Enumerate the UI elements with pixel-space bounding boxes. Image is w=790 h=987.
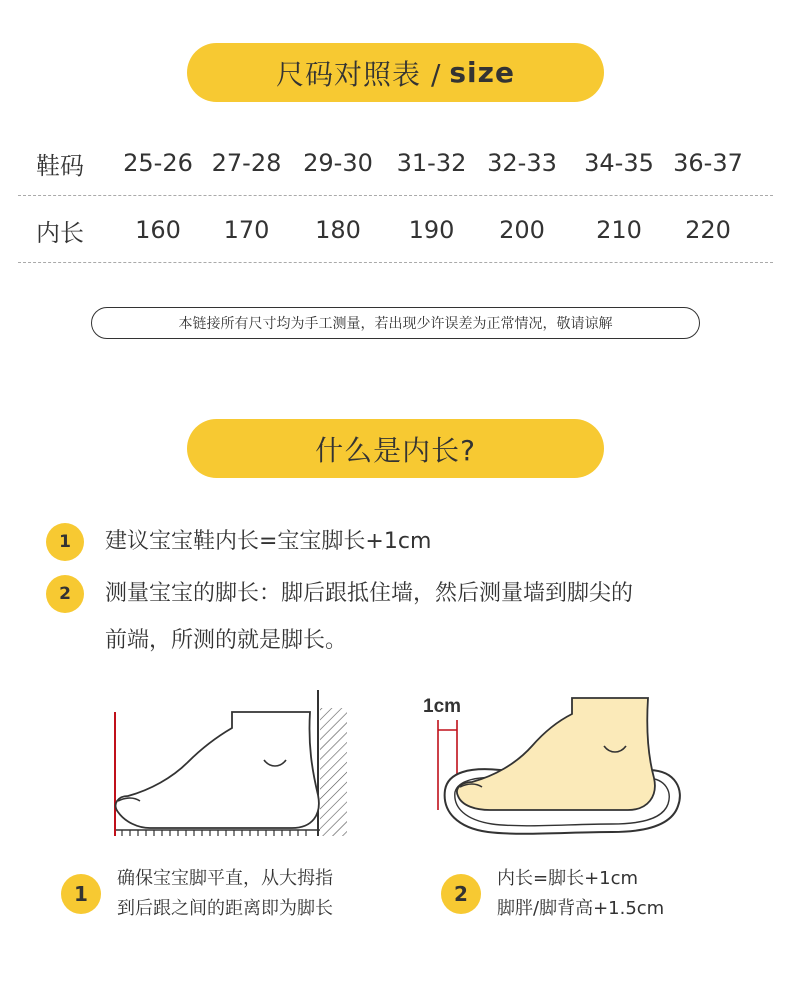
- table-cell: 200: [499, 216, 545, 244]
- table-cell: 25-26: [123, 149, 193, 177]
- caption-2-line-2: 脚胖/脚背高+1.5cm: [497, 898, 665, 919]
- caption-text: [497, 864, 664, 924]
- table-cell: 210: [596, 216, 642, 244]
- inner-length-label: 内长: [36, 218, 84, 247]
- foot-shape: [457, 698, 655, 810]
- table-cell: 27-28: [211, 149, 282, 177]
- caption-2-line-1: 内长=脚长+1cm: [497, 868, 639, 889]
- table-cell: 36-37: [673, 149, 743, 177]
- step-2-line-1: 测量宝宝的脚长：脚后跟抵住墙，然后测量墙到脚尖的: [105, 581, 634, 606]
- step-number-badge: 1: [46, 523, 84, 561]
- one-cm-label: 1cm: [423, 696, 462, 717]
- step-2-line-2: 前端，所测的就是脚长。: [105, 628, 348, 653]
- caption-text: [117, 864, 333, 924]
- table-cell: 170: [223, 216, 270, 244]
- size-chart-title-en: size: [449, 56, 515, 89]
- illustration-caption-1: [61, 864, 333, 924]
- shoe-size-label: 鞋码: [36, 151, 84, 180]
- table-cell: 220: [685, 216, 731, 244]
- table-cell: 190: [408, 216, 455, 244]
- table-cell: 31-32: [396, 149, 467, 177]
- table-cell: 32-33: [487, 149, 557, 177]
- caption-1-line-2: 到后跟之间的距离即为脚长: [117, 898, 333, 919]
- table-cell: 29-30: [303, 149, 373, 177]
- table-cell: 160: [135, 216, 181, 244]
- step-1-text: 建议宝宝鞋内长=宝宝脚长+1cm: [105, 529, 432, 554]
- illustration-caption-2: [441, 864, 664, 924]
- table-cell: 34-35: [584, 149, 654, 177]
- caption-number-badge: 1: [61, 874, 101, 914]
- caption-1-line-1: 确保宝宝脚平直，从大拇指: [117, 868, 333, 889]
- size-chart-title: 尺码对照表 /: [276, 57, 442, 91]
- caption-number-badge: 2: [441, 874, 481, 914]
- inner-length-title: 什么是内长?: [315, 433, 476, 467]
- step-number-badge: 2: [46, 575, 84, 613]
- table-cell: 180: [315, 216, 361, 244]
- measurement-notice-text: 本链接所有尺寸均为手工测量，若出现少许误差为正常情况，敬请谅解: [178, 316, 613, 332]
